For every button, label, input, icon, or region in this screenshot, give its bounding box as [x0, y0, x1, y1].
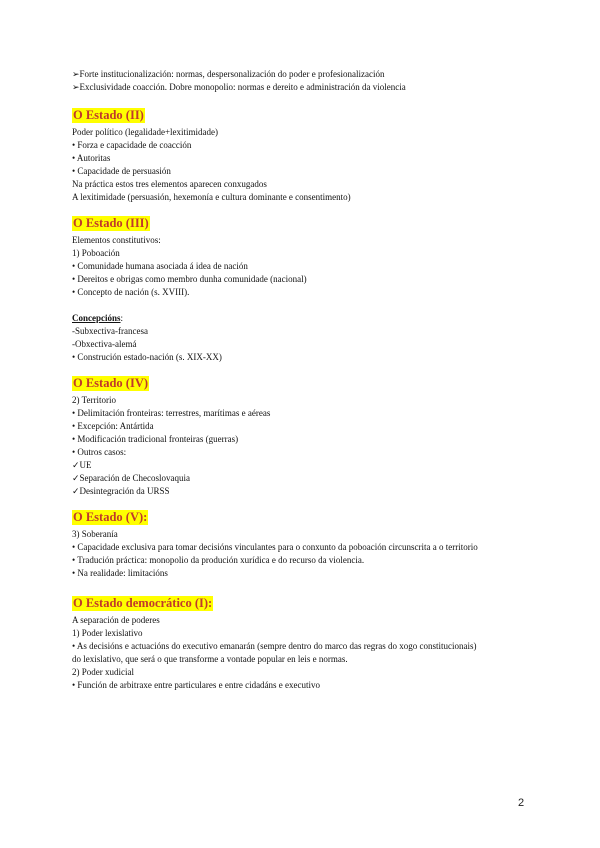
section-heading: O Estado (III)	[73, 216, 149, 230]
bullet-item: • As decisións e actuacións do executivo emanarán (sempre dentro do marco das regras do xogo constitucionais)	[72, 641, 477, 651]
section-heading: O Estado (II)	[73, 108, 144, 122]
bullet-item: • Comunidade humana asociada á idea de nación	[72, 261, 248, 271]
bullet-item: • Capacidade de persuasión	[72, 166, 171, 176]
body-line: Na práctica estos tres elementos aparecen conxugados	[72, 179, 267, 189]
list-item: -Obxectiva-alemá	[72, 339, 137, 349]
intro-line: ➢Exclusividade coacción. Dobre monopolio: normas e dereito e administración da violencia	[72, 82, 406, 92]
body-line: A separación de poderes	[72, 615, 160, 625]
intro-line: ➢Forte institucionalización: normas, despersonalización do poder e profesionalización	[72, 69, 385, 79]
bullet-item: • Función de arbitraxe entre particulares e entre cidadáns e executivo	[72, 680, 321, 690]
body-line: Elementos constitutivos:	[72, 235, 161, 245]
bullet-item: • Dereitos e obrigas como membro dunha comunidade (nacional)	[72, 274, 307, 284]
bullet-item: • Excepción: Antártida	[72, 421, 154, 431]
bullet-item: • Na realidade: limitacións	[72, 568, 168, 578]
body-line: Poder político (legalidade+lexitimidade)	[72, 127, 219, 137]
numbered-item: 2) Territorio	[72, 395, 116, 405]
body-line: do lexislativo, que será o que transforme a vontade popular en leis e normas.	[72, 654, 348, 664]
page-number: 2	[518, 797, 525, 809]
bullet-item: • Modificación tradicional fronteiras (guerras)	[72, 434, 239, 444]
section-heading-wrap	[72, 374, 542, 392]
section-heading-wrap	[72, 106, 542, 124]
section-heading: O Estado (IV)	[73, 376, 149, 390]
bullet-item: • Capacidade exclusiva para tomar decisións vinculantes para o conxunto da poboación circunscrita a o territorio	[72, 542, 478, 552]
conceptions-label: Concepcións	[72, 313, 121, 323]
numbered-item: 3) Soberanía	[72, 529, 118, 539]
body-line: A lexitimidade (persuasión, hexemonía e cultura dominante e consentimento)	[72, 192, 351, 202]
section-heading-wrap	[72, 508, 542, 526]
bullet-item: • Forza e capacidade de coacción	[72, 140, 192, 150]
section-heading-wrap	[72, 214, 542, 232]
check-item: ✓Separación de Checoslovaquia	[72, 473, 191, 483]
numbered-item: 1) Poboación	[72, 248, 120, 258]
page-content	[72, 68, 542, 692]
section-heading-wrap	[72, 594, 542, 612]
bullet-item: • Autoritas	[72, 153, 111, 163]
bullet-item: • Outros casos:	[72, 447, 127, 457]
bullet-item: • Tradución práctica: monopolio da produción xurídica e do recurso da violencia.	[72, 555, 365, 565]
numbered-item: 2) Poder xudicial	[72, 667, 134, 677]
spacer	[72, 299, 542, 312]
section-heading: O Estado democrático (I):	[73, 596, 213, 610]
bullet-item: • Concepto de nación (s. XVIII).	[72, 287, 190, 297]
check-item: ✓UE	[72, 460, 92, 470]
bullet-item: • Construción estado-nación (s. XIX-XX)	[72, 352, 222, 362]
list-item: -Subxectiva-francesa	[72, 326, 148, 336]
section-heading: O Estado (V):	[73, 510, 148, 524]
numbered-item: 1) Poder lexislativo	[72, 628, 143, 638]
conceptions-label-line	[72, 312, 542, 325]
bullet-item: • Delimitación fronteiras: terrestres, marítimas e aéreas	[72, 408, 271, 418]
conceptions-colon: :	[120, 313, 124, 323]
check-item: ✓Desintegración da URSS	[72, 486, 170, 496]
